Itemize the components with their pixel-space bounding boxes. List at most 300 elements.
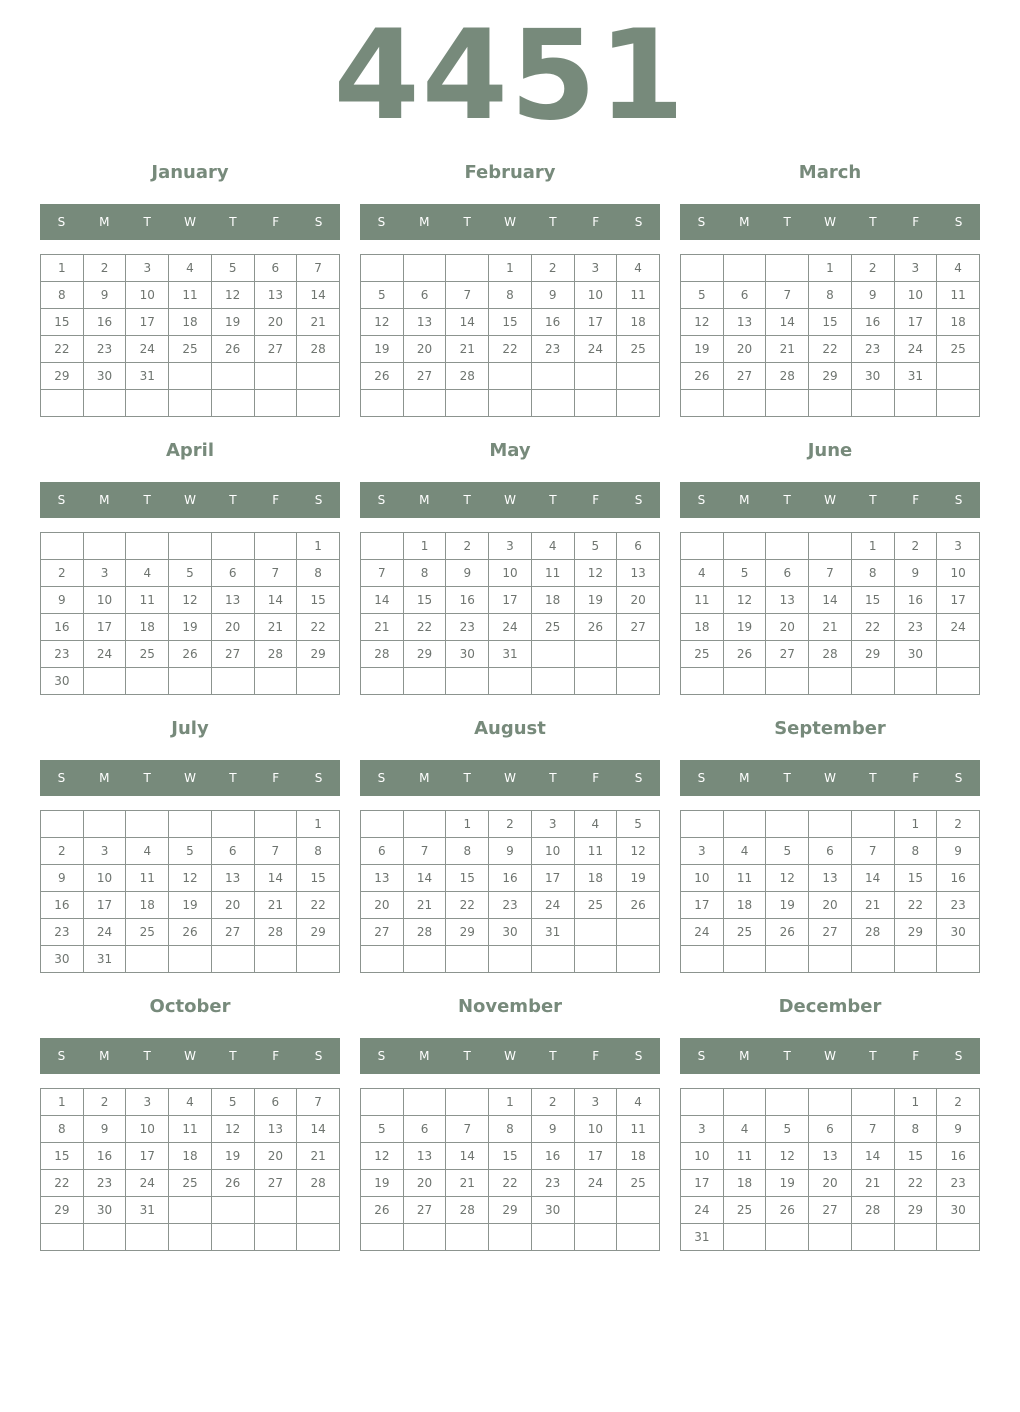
day-cell: 1 xyxy=(809,255,852,282)
weekday-label: T xyxy=(143,771,151,785)
week-row xyxy=(361,614,660,641)
week-row xyxy=(681,533,980,560)
weekday-label: T xyxy=(869,771,877,785)
day-cell: 13 xyxy=(254,1116,297,1143)
day-cell xyxy=(937,390,980,417)
weekday-label: F xyxy=(912,1049,920,1063)
week-row xyxy=(681,390,980,417)
weekday-label: W xyxy=(504,771,516,785)
day-cell: 1 xyxy=(297,811,340,838)
day-cell xyxy=(126,811,169,838)
day-cell xyxy=(211,668,254,695)
day-cell: 13 xyxy=(361,865,404,892)
day-cell xyxy=(403,255,446,282)
day-cell: 26 xyxy=(766,919,809,946)
day-cell xyxy=(446,668,489,695)
day-cell: 30 xyxy=(41,946,84,973)
day-cell: 28 xyxy=(297,1170,340,1197)
day-cell: 2 xyxy=(446,533,489,560)
day-cell: 22 xyxy=(809,336,852,363)
weekday-label: T xyxy=(229,771,237,785)
day-cell: 4 xyxy=(617,255,660,282)
day-cell: 22 xyxy=(489,336,532,363)
day-cell: 5 xyxy=(574,533,617,560)
day-cell: 1 xyxy=(446,811,489,838)
day-grid xyxy=(680,254,980,417)
week-row xyxy=(681,587,980,614)
week-row xyxy=(681,1143,980,1170)
day-cell: 29 xyxy=(894,919,937,946)
day-cell: 10 xyxy=(531,838,574,865)
day-cell: 24 xyxy=(894,336,937,363)
day-cell xyxy=(851,390,894,417)
day-cell: 11 xyxy=(681,587,724,614)
day-cell: 23 xyxy=(851,336,894,363)
weekday-label: M xyxy=(99,493,110,507)
day-cell: 30 xyxy=(83,1197,126,1224)
day-cell xyxy=(723,811,766,838)
weekday-label: S xyxy=(697,215,706,229)
month-name: July xyxy=(171,718,209,739)
week-row xyxy=(41,838,340,865)
day-cell: 23 xyxy=(489,892,532,919)
day-cell xyxy=(254,946,297,973)
weekday-label: S xyxy=(377,493,386,507)
day-cell: 18 xyxy=(531,587,574,614)
day-cell: 6 xyxy=(403,282,446,309)
day-cell xyxy=(851,668,894,695)
day-cell: 4 xyxy=(574,811,617,838)
day-grid xyxy=(360,810,660,973)
day-cell xyxy=(83,390,126,417)
day-cell: 27 xyxy=(211,641,254,668)
day-cell: 27 xyxy=(211,919,254,946)
weekday-header xyxy=(40,204,340,240)
day-cell xyxy=(403,811,446,838)
day-cell: 30 xyxy=(83,363,126,390)
day-cell: 20 xyxy=(617,587,660,614)
day-cell xyxy=(617,1197,660,1224)
weekday-header xyxy=(680,760,980,796)
weekday-label: F xyxy=(272,1049,280,1063)
day-cell xyxy=(766,390,809,417)
day-cell xyxy=(126,533,169,560)
week-row xyxy=(681,309,980,336)
day-cell: 27 xyxy=(766,641,809,668)
day-cell: 30 xyxy=(937,1197,980,1224)
day-cell: 3 xyxy=(574,1089,617,1116)
day-cell: 23 xyxy=(41,641,84,668)
weekday-label: T xyxy=(463,493,471,507)
weekday-label: S xyxy=(57,493,66,507)
day-cell xyxy=(681,1089,724,1116)
day-cell xyxy=(41,390,84,417)
day-cell: 28 xyxy=(851,1197,894,1224)
weekday-label: F xyxy=(272,771,280,785)
day-cell: 14 xyxy=(446,1143,489,1170)
day-cell: 11 xyxy=(169,1116,212,1143)
day-cell: 21 xyxy=(851,892,894,919)
day-cell: 27 xyxy=(403,363,446,390)
day-cell xyxy=(254,1224,297,1251)
day-cell: 13 xyxy=(723,309,766,336)
day-cell xyxy=(489,668,532,695)
day-cell: 20 xyxy=(254,1143,297,1170)
day-cell xyxy=(489,390,532,417)
day-cell xyxy=(809,1224,852,1251)
day-cell: 11 xyxy=(617,282,660,309)
day-cell xyxy=(297,668,340,695)
day-cell xyxy=(297,363,340,390)
weekday-label: M xyxy=(739,1049,750,1063)
week-row xyxy=(361,892,660,919)
day-cell: 22 xyxy=(297,892,340,919)
weekday-label: T xyxy=(783,493,791,507)
week-row xyxy=(681,1170,980,1197)
day-cell xyxy=(211,811,254,838)
day-cell: 21 xyxy=(297,309,340,336)
week-row xyxy=(41,641,340,668)
weekday-label: S xyxy=(57,771,66,785)
week-row xyxy=(41,282,340,309)
day-cell xyxy=(617,919,660,946)
day-cell: 8 xyxy=(41,282,84,309)
day-cell: 13 xyxy=(403,1143,446,1170)
day-cell: 19 xyxy=(361,1170,404,1197)
day-cell xyxy=(574,1224,617,1251)
day-cell xyxy=(361,1089,404,1116)
day-cell: 23 xyxy=(937,892,980,919)
day-cell: 10 xyxy=(681,865,724,892)
day-grid xyxy=(680,810,980,973)
weekday-label: M xyxy=(99,771,110,785)
day-cell: 12 xyxy=(574,560,617,587)
week-row xyxy=(361,533,660,560)
day-cell: 11 xyxy=(574,838,617,865)
weekday-header xyxy=(680,482,980,518)
day-cell: 18 xyxy=(169,1143,212,1170)
day-cell: 27 xyxy=(723,363,766,390)
weekday-label: S xyxy=(377,771,386,785)
day-cell: 4 xyxy=(937,255,980,282)
day-cell xyxy=(681,946,724,973)
weekday-label: W xyxy=(824,215,836,229)
day-cell: 1 xyxy=(489,1089,532,1116)
day-cell: 1 xyxy=(894,1089,937,1116)
day-cell: 7 xyxy=(403,838,446,865)
day-cell: 1 xyxy=(403,533,446,560)
day-cell: 29 xyxy=(297,641,340,668)
day-cell: 21 xyxy=(297,1143,340,1170)
day-cell: 15 xyxy=(297,865,340,892)
weekday-label: M xyxy=(99,1049,110,1063)
day-cell: 7 xyxy=(446,1116,489,1143)
day-cell xyxy=(297,946,340,973)
day-cell: 17 xyxy=(126,1143,169,1170)
day-cell xyxy=(681,390,724,417)
day-cell: 25 xyxy=(723,1197,766,1224)
day-cell xyxy=(766,811,809,838)
week-row xyxy=(361,641,660,668)
day-cell: 14 xyxy=(361,587,404,614)
weekday-label: S xyxy=(314,1049,323,1063)
weekday-label: T xyxy=(783,771,791,785)
weekday-label: S xyxy=(954,1049,963,1063)
weekday-label: F xyxy=(592,1049,600,1063)
day-cell xyxy=(894,946,937,973)
weekday-label: S xyxy=(314,215,323,229)
day-cell: 17 xyxy=(83,892,126,919)
day-cell xyxy=(574,641,617,668)
day-cell: 10 xyxy=(574,282,617,309)
day-cell: 4 xyxy=(126,560,169,587)
day-cell: 8 xyxy=(894,838,937,865)
weekday-label: T xyxy=(549,771,557,785)
day-cell xyxy=(723,668,766,695)
day-cell: 30 xyxy=(446,641,489,668)
weekday-label: W xyxy=(824,1049,836,1063)
day-cell: 4 xyxy=(531,533,574,560)
weekday-label: S xyxy=(377,1049,386,1063)
day-cell xyxy=(361,946,404,973)
day-cell: 6 xyxy=(254,255,297,282)
day-cell xyxy=(574,1197,617,1224)
day-cell: 2 xyxy=(41,838,84,865)
day-cell: 16 xyxy=(83,1143,126,1170)
day-cell: 13 xyxy=(809,1143,852,1170)
weekday-label: S xyxy=(954,215,963,229)
week-row xyxy=(41,560,340,587)
day-cell: 14 xyxy=(403,865,446,892)
day-cell: 7 xyxy=(361,560,404,587)
day-cell xyxy=(894,390,937,417)
day-cell: 16 xyxy=(531,309,574,336)
weekday-label: T xyxy=(783,215,791,229)
day-cell: 10 xyxy=(681,1143,724,1170)
day-cell: 10 xyxy=(574,1116,617,1143)
day-cell: 8 xyxy=(489,282,532,309)
day-cell: 28 xyxy=(446,1197,489,1224)
week-row xyxy=(361,587,660,614)
day-cell: 4 xyxy=(169,255,212,282)
day-cell xyxy=(809,946,852,973)
day-cell: 24 xyxy=(83,641,126,668)
day-cell xyxy=(254,1197,297,1224)
day-cell xyxy=(531,641,574,668)
day-cell: 22 xyxy=(894,892,937,919)
day-cell: 25 xyxy=(723,919,766,946)
day-cell xyxy=(254,533,297,560)
day-cell xyxy=(574,919,617,946)
day-cell xyxy=(766,1089,809,1116)
week-row xyxy=(681,1224,980,1251)
weekday-label: S xyxy=(634,771,643,785)
day-cell: 15 xyxy=(489,1143,532,1170)
day-cell xyxy=(574,390,617,417)
weekday-label: T xyxy=(463,771,471,785)
day-cell: 23 xyxy=(531,336,574,363)
day-cell: 31 xyxy=(126,1197,169,1224)
day-cell: 20 xyxy=(403,336,446,363)
weekday-label: M xyxy=(419,215,430,229)
day-cell: 11 xyxy=(126,865,169,892)
day-cell: 15 xyxy=(446,865,489,892)
day-cell: 9 xyxy=(41,865,84,892)
day-cell xyxy=(766,255,809,282)
day-cell: 14 xyxy=(851,865,894,892)
month-name: May xyxy=(489,440,531,461)
day-grid xyxy=(40,254,340,417)
weekday-label: W xyxy=(824,771,836,785)
day-cell xyxy=(723,1224,766,1251)
day-cell: 10 xyxy=(126,1116,169,1143)
weekday-label: S xyxy=(634,215,643,229)
day-cell: 22 xyxy=(851,614,894,641)
weekday-label: F xyxy=(912,493,920,507)
week-row xyxy=(41,946,340,973)
day-cell: 30 xyxy=(489,919,532,946)
day-cell: 16 xyxy=(531,1143,574,1170)
day-cell: 26 xyxy=(681,363,724,390)
day-cell: 15 xyxy=(41,309,84,336)
day-cell xyxy=(723,946,766,973)
day-cell: 31 xyxy=(681,1224,724,1251)
weekday-label: W xyxy=(184,771,196,785)
day-cell: 26 xyxy=(617,892,660,919)
weekday-label: T xyxy=(229,493,237,507)
week-row xyxy=(361,811,660,838)
day-cell: 13 xyxy=(766,587,809,614)
day-cell: 16 xyxy=(489,865,532,892)
day-cell: 16 xyxy=(41,892,84,919)
day-cell: 26 xyxy=(766,1197,809,1224)
day-cell: 2 xyxy=(937,811,980,838)
day-cell: 2 xyxy=(489,811,532,838)
day-cell: 1 xyxy=(851,533,894,560)
week-row xyxy=(361,1224,660,1251)
month-name: April xyxy=(165,440,215,461)
day-cell: 2 xyxy=(851,255,894,282)
day-cell: 18 xyxy=(574,865,617,892)
day-cell: 4 xyxy=(169,1089,212,1116)
day-cell: 30 xyxy=(894,641,937,668)
day-cell: 31 xyxy=(126,363,169,390)
day-cell: 15 xyxy=(894,865,937,892)
day-cell: 1 xyxy=(297,533,340,560)
day-cell xyxy=(403,668,446,695)
weekday-label: F xyxy=(912,771,920,785)
week-row xyxy=(41,668,340,695)
day-cell: 15 xyxy=(403,587,446,614)
day-cell: 29 xyxy=(809,363,852,390)
day-grid xyxy=(40,810,340,973)
day-cell: 12 xyxy=(766,1143,809,1170)
day-cell: 14 xyxy=(297,282,340,309)
day-cell: 21 xyxy=(766,336,809,363)
day-cell: 23 xyxy=(531,1170,574,1197)
day-cell: 12 xyxy=(169,865,212,892)
day-cell: 23 xyxy=(446,614,489,641)
day-cell: 12 xyxy=(681,309,724,336)
day-cell xyxy=(126,1224,169,1251)
weekday-label: W xyxy=(504,1049,516,1063)
day-cell: 24 xyxy=(681,919,724,946)
week-row xyxy=(41,614,340,641)
weekday-header xyxy=(680,1038,980,1074)
day-cell: 30 xyxy=(41,668,84,695)
week-row xyxy=(41,336,340,363)
day-cell: 10 xyxy=(937,560,980,587)
day-cell: 25 xyxy=(574,892,617,919)
week-row xyxy=(681,892,980,919)
day-cell: 18 xyxy=(723,1170,766,1197)
day-cell: 11 xyxy=(937,282,980,309)
day-cell xyxy=(254,363,297,390)
weekday-label: F xyxy=(592,493,600,507)
day-cell: 2 xyxy=(937,1089,980,1116)
day-cell: 17 xyxy=(937,587,980,614)
day-cell: 28 xyxy=(446,363,489,390)
day-cell: 17 xyxy=(894,309,937,336)
day-cell: 5 xyxy=(766,1116,809,1143)
day-cell xyxy=(766,533,809,560)
day-cell: 14 xyxy=(809,587,852,614)
day-cell xyxy=(361,811,404,838)
day-cell: 24 xyxy=(531,892,574,919)
week-row xyxy=(41,1143,340,1170)
day-cell: 7 xyxy=(297,255,340,282)
day-cell: 25 xyxy=(937,336,980,363)
day-cell: 19 xyxy=(169,892,212,919)
day-cell xyxy=(766,946,809,973)
day-cell: 3 xyxy=(574,255,617,282)
day-cell xyxy=(403,1089,446,1116)
weekday-label: F xyxy=(592,215,600,229)
day-cell xyxy=(809,668,852,695)
weekday-label: M xyxy=(739,215,750,229)
day-cell: 25 xyxy=(617,1170,660,1197)
week-row xyxy=(681,946,980,973)
day-cell: 20 xyxy=(403,1170,446,1197)
week-row xyxy=(361,1116,660,1143)
weekday-label: T xyxy=(549,215,557,229)
day-cell: 17 xyxy=(531,865,574,892)
weekday-header xyxy=(40,482,340,518)
day-cell: 1 xyxy=(894,811,937,838)
day-cell: 22 xyxy=(297,614,340,641)
day-cell: 29 xyxy=(41,1197,84,1224)
day-cell xyxy=(297,1197,340,1224)
day-cell: 5 xyxy=(617,811,660,838)
month-name: March xyxy=(798,162,862,183)
day-cell xyxy=(489,946,532,973)
day-cell xyxy=(83,811,126,838)
day-cell: 12 xyxy=(361,1143,404,1170)
weekday-label: M xyxy=(99,215,110,229)
weekday-label: F xyxy=(912,215,920,229)
day-cell xyxy=(766,668,809,695)
day-cell: 24 xyxy=(83,919,126,946)
day-cell: 20 xyxy=(723,336,766,363)
week-row xyxy=(361,309,660,336)
day-cell: 3 xyxy=(83,560,126,587)
day-cell: 13 xyxy=(809,865,852,892)
day-cell: 7 xyxy=(254,560,297,587)
week-row xyxy=(361,865,660,892)
day-cell: 6 xyxy=(211,560,254,587)
day-cell: 15 xyxy=(809,309,852,336)
day-cell: 5 xyxy=(723,560,766,587)
